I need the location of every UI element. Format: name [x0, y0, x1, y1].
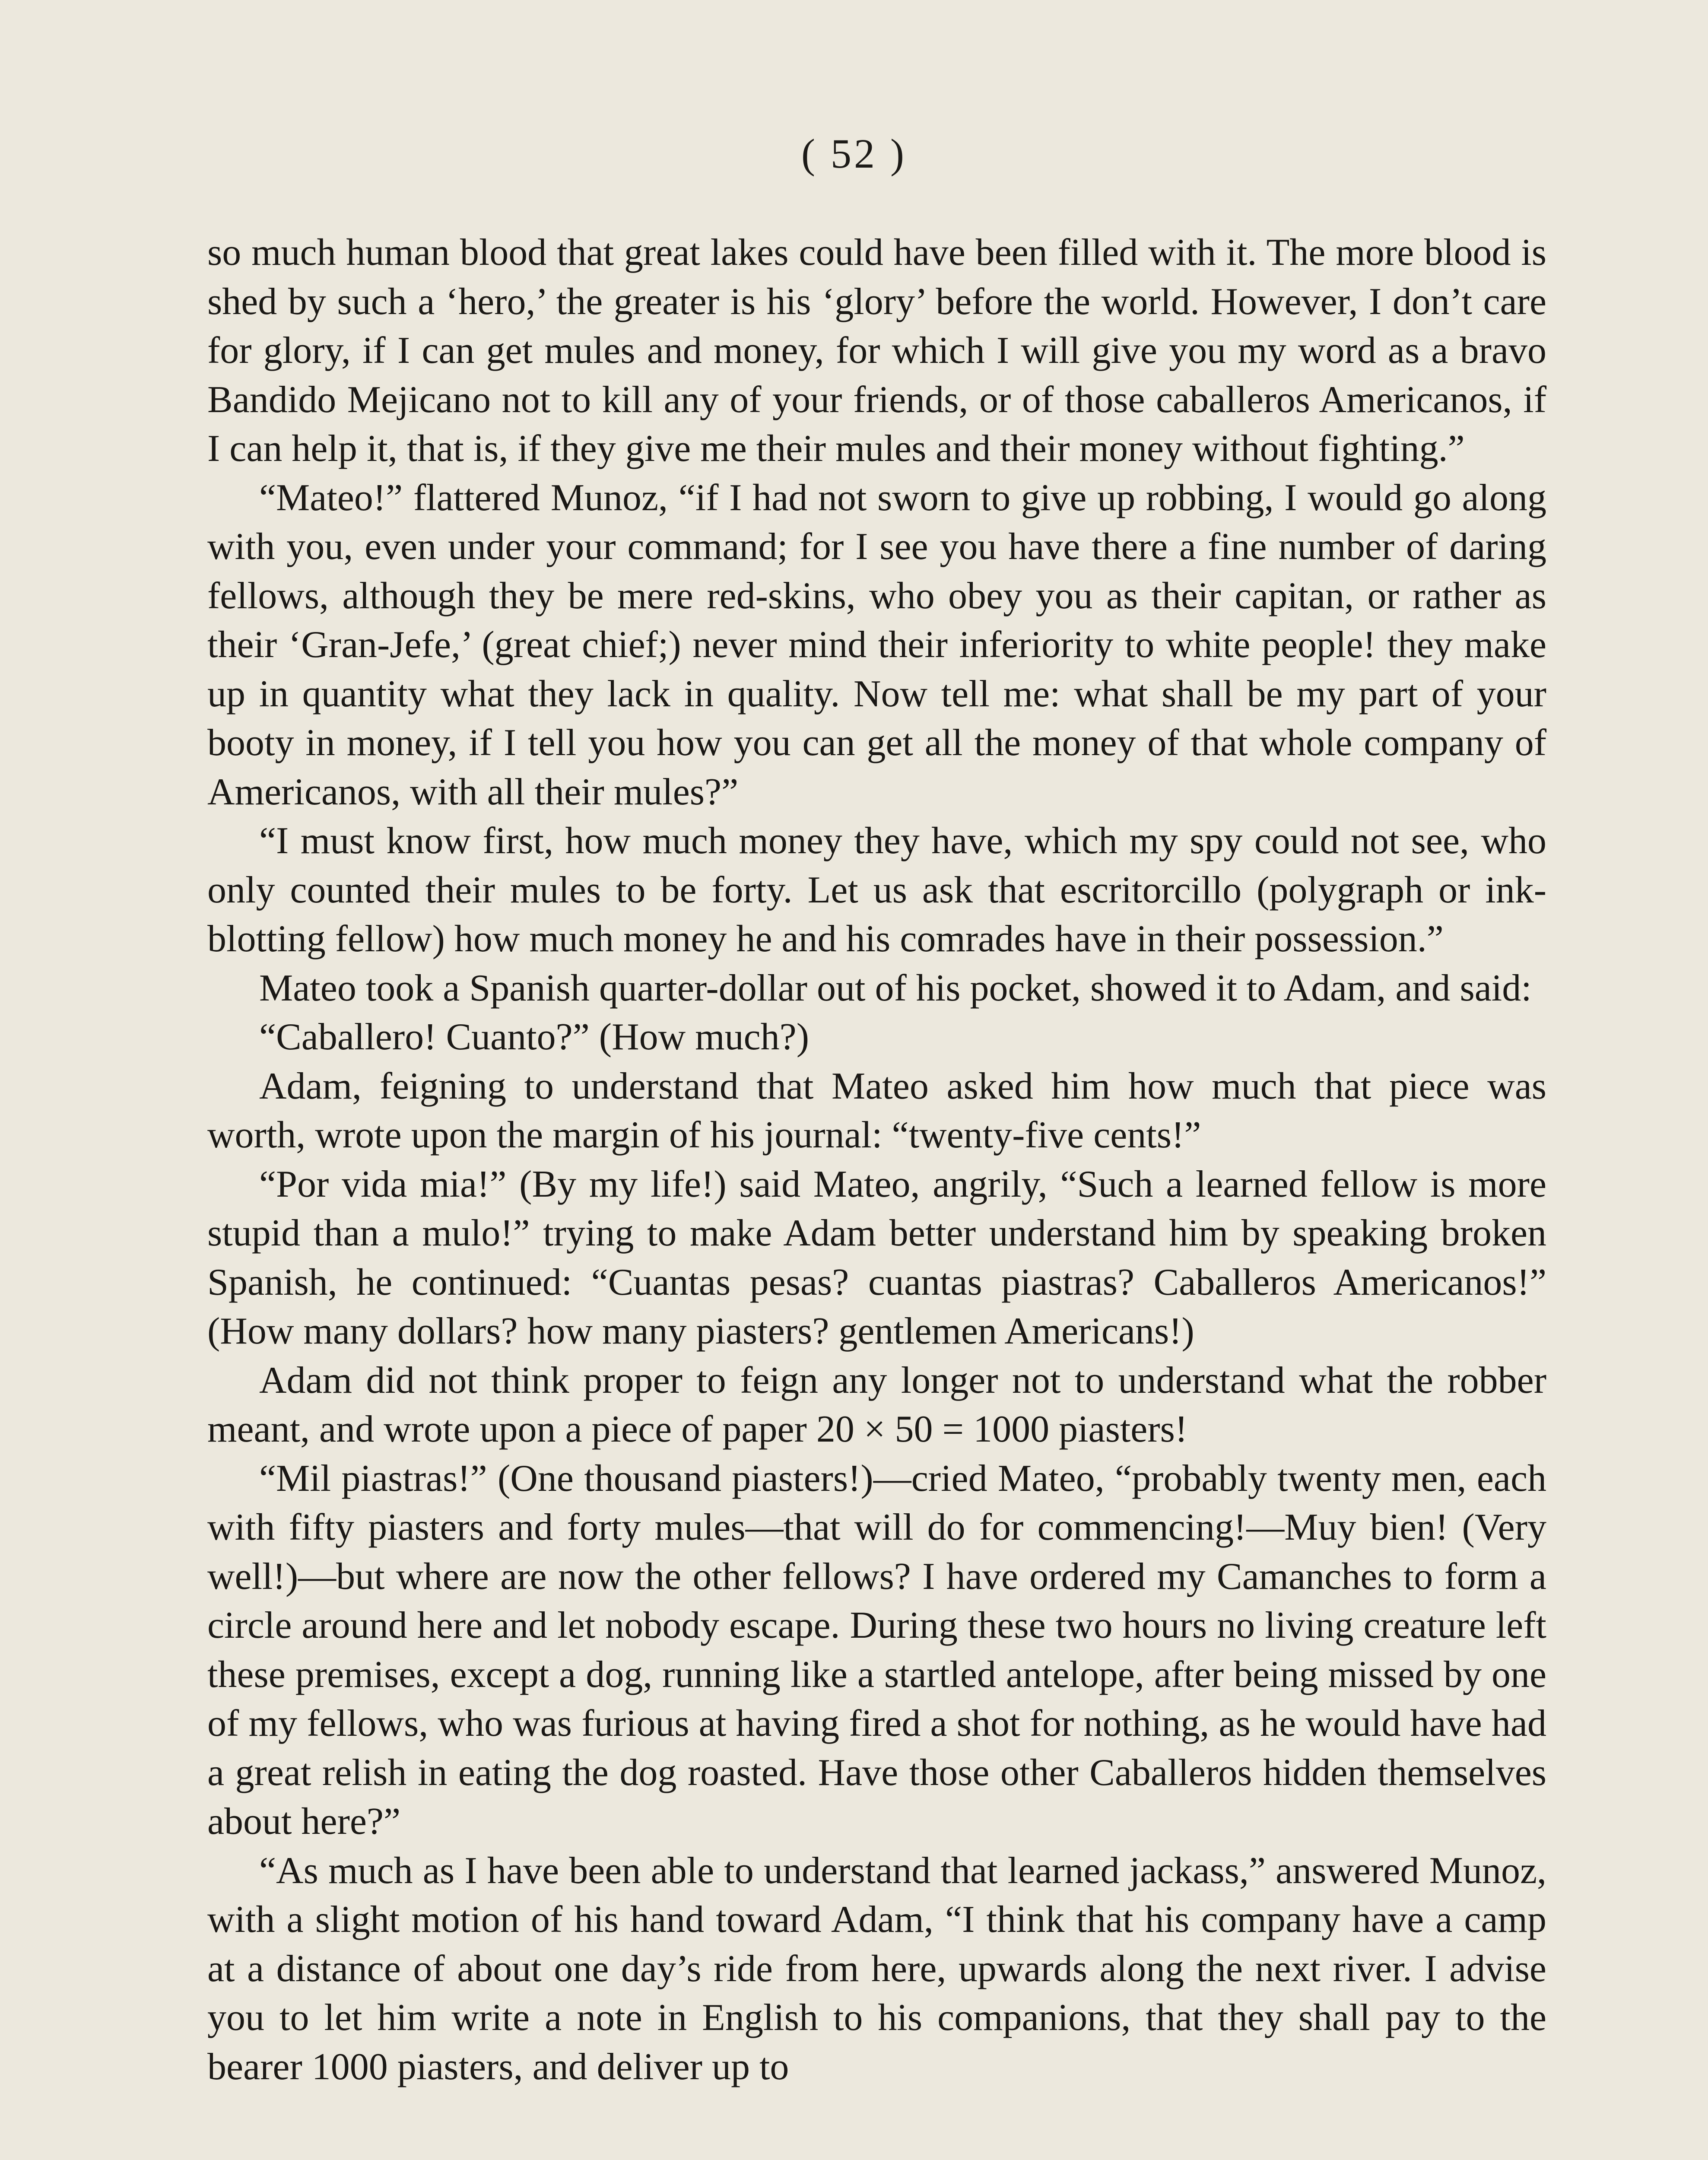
paragraph: Mateo took a Spanish quarter-dollar out of his pocket, showed it to Adam, and said:: [259, 967, 1532, 1009]
paragraph: “As much as I have been able to understand that learned jackass,” answered Munoz, with a slight motion of his hand toward Adam, “I think that his company have a camp at a distance of about one day’s ride from here, upwards along the next river. I advise you to let him write a note in English to his companions, that they shall pay to the bearer 1000 piasters, and deliver up to: [207, 1849, 1546, 2088]
paragraph: “Mateo!” flattered Munoz, “if I had not sworn to give up robbing, I would go along with you, even under your command; for I see you have there a fine number of daring fellows, although they be mere red-skins, who obey you as their capitan, or rather as their ‘Gran-Jefe,’ (great chief;) never mind their inferiority to white people! they make up in quantity what they lack in quality. Now tell me: what shall be my part of your booty in money, if I tell you how you can get all the money of that whole company of Americanos, with all their mules?”: [207, 476, 1546, 813]
page-number: ( 52 ): [801, 130, 907, 177]
paragraph: Adam did not think proper to feign any longer not to understand what the robber meant, and wrote upon a piece of paper 20 × 50 = 1000 piasters!: [207, 1359, 1546, 1450]
paragraph: “Caballero! Cuanto?” (How much?): [259, 1016, 810, 1058]
paragraph: so much human blood that great lakes could have been filled with it. The more blood is shed by such a ‘hero,’ the greater is his ‘glory’ before the world. However, I don’t care for glory, if I can get mules and money, for which I will give you my word as a bravo Bandido Mejicano not to kill any of your friends, or of those caballeros Americanos, if I can help it, that is, if they give me their mules and their money without fighting.”: [207, 232, 1546, 470]
body-text: [207, 228, 1546, 2091]
paragraph: “Mil piastras!” (One thousand piasters!)—cried Mateo, “probably twenty men, each with fifty piasters and forty mules—that will do for commencing!—Muy bien! (Very well!)—but where are now the other fellows? I have ordered my Camanches to form a circle around here and let nobody escape. During these two hours no living creature left these premises, except a dog, running like a startled antelope, after being missed by one of my fellows, who was furious at having fired a shot for nothing, as he would have had a great relish in eating the dog roasted. Have those other Caballeros hidden themselves about here?”: [207, 1457, 1546, 1842]
paragraph: Adam, feigning to understand that Mateo asked him how much that piece was worth, wrote upon the margin of his journal: “twenty-five cents!”: [207, 1065, 1546, 1156]
paragraph: “I must know first, how much money they have, which my spy could not see, who only counted their mules to be forty. Let us ask that escritorcillo (polygraph or ink-blotting fellow) how much money he and his comrades have in their possession.”: [207, 820, 1546, 960]
paragraph: “Por vida mia!” (By my life!) said Mateo, angrily, “Such a learned fellow is more stupid than a mulo!” trying to make Adam better understand him by speaking broken Spanish, he continued: “Cuantas pesas? cuantas piastras? Caballeros Americanos!” (How many dollars? how many piasters? gentlemen Americans!): [207, 1163, 1546, 1352]
